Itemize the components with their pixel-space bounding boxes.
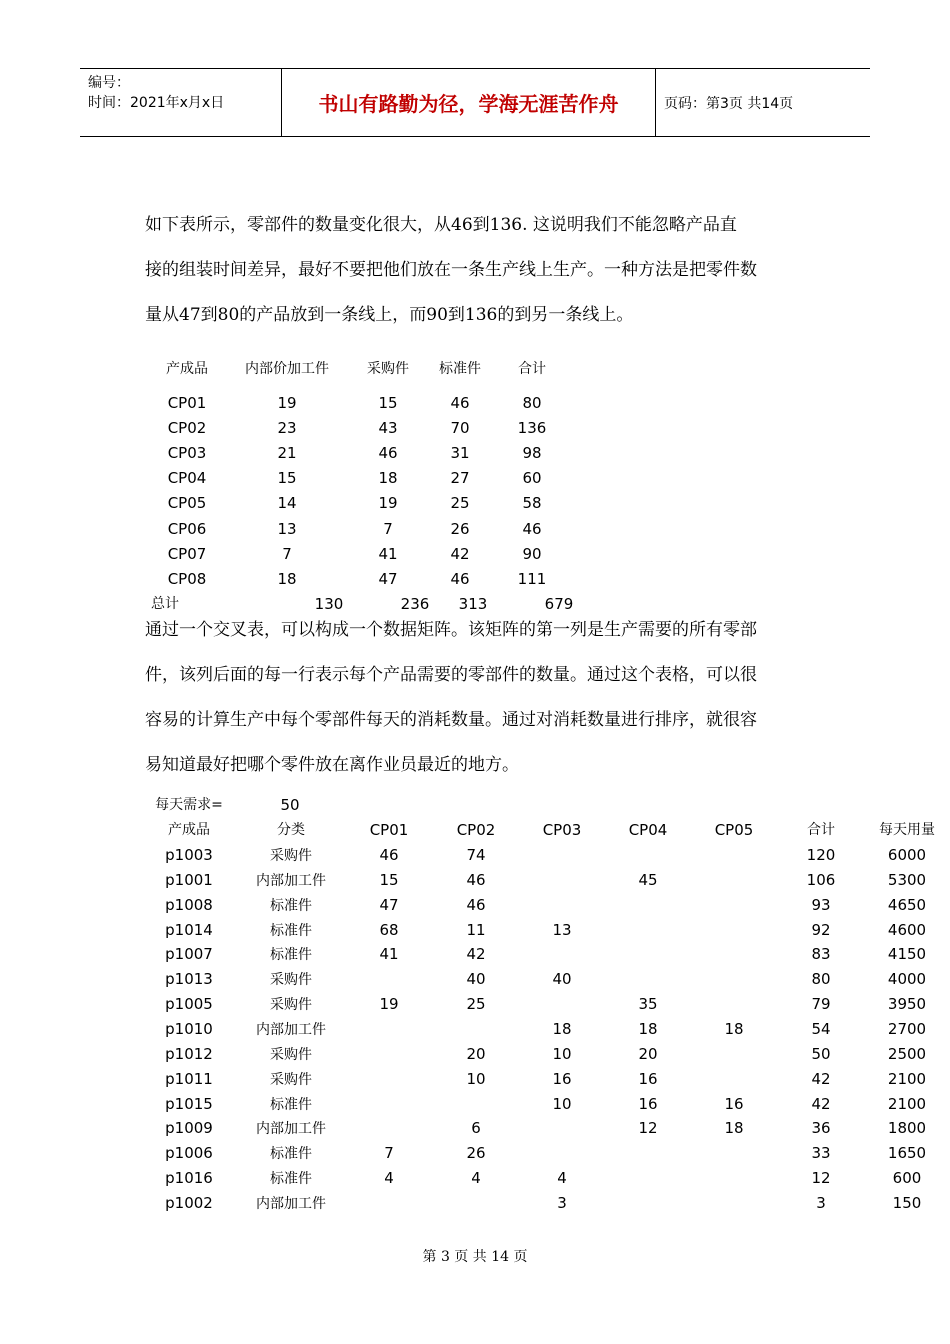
table1-cell: 15 [378,394,398,412]
table2-part-cell: p1012 [165,1044,213,1063]
table2-demand-value: 50 [280,796,300,814]
table2-part-cell: p1013 [165,970,213,989]
table2-cell: 46 [379,846,399,864]
table2-cell: 42 [811,1069,831,1088]
table1-cell: 13 [277,519,297,538]
table2-part-cell: p1009 [165,1119,213,1138]
table1-cell: 43 [378,419,398,438]
paragraph-1 [145,203,815,338]
table2-cell: 47 [379,895,399,914]
table2-cell: 4600 [887,920,927,939]
table2-cell: 2100 [887,1069,927,1088]
table2-part-cell: p1014 [165,920,213,939]
table2-category-cell: 采购件 [270,848,312,864]
header-motto: 书山有路勤为径，学海无涯苦作舟 [281,69,656,136]
table1-total-cell: 313 [458,595,488,613]
table1-cell: 26 [450,519,470,538]
table2-category-cell: 采购件 [270,1046,312,1063]
page-header [80,68,870,137]
table2-cell: 3 [557,1194,567,1213]
table1-cell: 47 [378,569,398,588]
table1-cell: 46 [378,444,398,463]
table1-total-cell: 679 [544,595,574,613]
table1-cell: 7 [282,544,292,563]
table1-cell: 90 [522,544,542,563]
table2-header: CP03 [542,821,582,839]
table1-cell: 46 [450,569,470,588]
table2-category-cell: 标准件 [270,1146,312,1163]
table1-cell: 14 [277,494,297,513]
table2-header: 分类 [277,822,305,838]
table2-header: 合计 [807,822,835,838]
table2-cell: 18 [552,1020,572,1039]
table1-cell: 42 [450,544,470,563]
table2-cell: 40 [552,970,572,989]
table2-cell: 74 [466,846,486,864]
table2-category-cell: 标准件 [270,897,312,914]
header-page-info: 页码：第3页 共14页 [664,95,794,112]
table2-cell: 46 [466,870,486,889]
table2-cell: 93 [811,895,831,914]
table2-part-cell: p1003 [165,846,213,864]
table2-cell: 18 [724,1020,744,1039]
table2-cell: 16 [724,1094,744,1113]
table2-header: 产成品 [168,822,210,838]
header-meta [80,69,280,140]
table2-cell: 1800 [887,1119,927,1138]
table2-cell: 4000 [887,970,927,989]
table1-cell: 18 [277,569,297,588]
table1-product-cell: CP08 [167,569,207,588]
table2-cell: 40 [466,970,486,989]
table1-cell: 111 [517,569,547,588]
table2-cell: 12 [811,1169,831,1188]
table1-total-label: 总计 [151,596,179,612]
paragraph-line: 容易的计算生产中每个零部件每天的消耗数量。通过对消耗数量进行排序，就很容 [145,710,757,730]
table2-cell: 92 [811,920,831,939]
table2-cell: 10 [466,1069,486,1088]
date-label: 时间：2021年x月x日 [88,95,225,111]
table2-cell: 106 [806,870,836,889]
table1-product-cell: CP07 [167,544,207,563]
table2-cell: 12 [638,1119,658,1138]
table2-cell: 41 [379,945,399,964]
table1-cell: 21 [277,444,297,463]
table1-product-cell: CP01 [167,394,207,412]
table2-header: CP02 [456,821,496,839]
table2-cell: 50 [811,1044,831,1063]
table1-cell: 98 [522,444,542,463]
table2-cell: 10 [552,1044,572,1063]
table2-part-cell: p1006 [165,1144,213,1163]
table2-header: CP01 [369,821,409,839]
table2-category-cell: 标准件 [270,1171,312,1188]
table2-cell: 80 [811,970,831,989]
table2-part-cell: p1015 [165,1094,213,1113]
table2-part-cell: p1005 [165,995,213,1014]
table2-cell: 4 [471,1169,481,1188]
table2-cell: 45 [638,870,658,889]
table2-cell: 6 [471,1119,481,1138]
table1-cell: 46 [450,394,470,412]
table1-product-cell: CP04 [167,469,207,488]
table1-total-cell: 130 [314,595,344,613]
table1-cell: 18 [378,469,398,488]
paragraph-line: 通过一个交叉表，可以构成一个数据矩阵。该矩阵的第一列是生产需要的所有零部 [145,620,757,640]
table1-cell: 70 [450,419,470,438]
table1-cell: 80 [522,394,542,412]
table2-cell: 120 [806,846,836,864]
table2-cell: 18 [724,1119,744,1138]
table1-cell: 19 [277,394,297,412]
table1-cell: 27 [450,469,470,488]
table1-header: 标准件 [439,361,481,377]
table2-cell: 16 [552,1069,572,1088]
table2-cell: 19 [379,995,399,1014]
table1-cell: 15 [277,469,297,488]
table2-cell: 3950 [887,995,927,1014]
table2-cell: 79 [811,995,831,1014]
table2-category-cell: 采购件 [270,997,312,1014]
table1-product-cell: CP06 [167,519,207,538]
table1-header: 合计 [518,361,546,377]
table2-cell: 15 [379,870,399,889]
table2-cell: 20 [638,1044,658,1063]
table2-cell: 42 [466,945,486,964]
table2-cell: 83 [811,945,831,964]
table1-cell: 23 [277,419,297,438]
table1-product-cell: CP03 [167,444,207,463]
table2-cell: 150 [892,1194,922,1213]
table2-part-cell: p1007 [165,945,213,964]
page-footer: 第 3 页 共 14 页 [422,1249,528,1265]
table1-cell: 25 [450,494,470,513]
paragraph-line: 接的组装时间差异，最好不要把他们放在一条生产线上生产。一种方法是把零件数 [145,260,757,280]
table1-cell: 19 [378,494,398,513]
table2-category-cell: 内部加工件 [256,1121,326,1138]
table2-cell: 26 [466,1144,486,1163]
table2-part-cell: p1016 [165,1169,213,1188]
table2-header: 每天用量 [879,822,935,838]
table2-cell: 2500 [887,1044,927,1063]
table2-cell: 35 [638,995,658,1014]
table2-cell: 36 [811,1119,831,1138]
table2-cell: 4150 [887,945,927,964]
table2-cell: 20 [466,1044,486,1063]
table2-category-cell: 内部加工件 [256,872,326,889]
table2-part-cell: p1008 [165,895,213,914]
table2-cell: 11 [466,920,486,939]
paragraph-line: 易知道最好把哪个零件放在离作业员最近的地方。 [145,755,519,775]
table2-cell: 600 [892,1169,922,1188]
table2-cell: 25 [466,995,486,1014]
paragraph-line: 如下表所示，零部件的数量变化很大，从46到136. 这说明我们不能忽略产品直 [145,215,737,235]
table2-cell: 7 [384,1144,394,1163]
table1-cell: 58 [522,494,542,513]
table2-cell: 2100 [887,1094,927,1113]
table2-category-cell: 标准件 [270,922,312,939]
table1-cell: 136 [517,419,547,438]
table2-category-cell: 内部加工件 [256,1196,326,1213]
number-label: 编号： [88,75,130,91]
table2-category-cell: 内部加工件 [256,1022,326,1039]
table1-cell: 46 [522,519,542,538]
table2-cell: 13 [552,920,572,939]
table2-cell: 68 [379,920,399,939]
table1-cell: 31 [450,444,470,463]
table2-category-cell: 标准件 [270,947,312,964]
table1-cell: 41 [378,544,398,563]
paragraph-line: 件，该列后面的每一行表示每个产品需要的零部件的数量。通过这个表格，可以很 [145,665,757,685]
table2-cell: 4 [557,1169,567,1188]
table2-part-cell: p1001 [165,870,213,889]
table2-demand-label: 每天需求= [155,797,223,813]
table2-category-cell: 采购件 [270,972,312,989]
table1-product-cell: CP02 [167,419,207,438]
table2-header: CP04 [628,821,668,839]
table1-cell: 60 [522,469,542,488]
table2-cell: 42 [811,1094,831,1113]
table2-category-cell: 标准件 [270,1096,312,1113]
table2-cell: 2700 [887,1020,927,1039]
table2-cell: 54 [811,1020,831,1039]
table1-header: 采购件 [367,361,409,377]
table2-cell: 4 [384,1169,394,1188]
table2-cell: 33 [811,1144,831,1163]
table2-cell: 18 [638,1020,658,1039]
table1-header: 内部价加工件 [245,361,329,377]
table2-cell: 1650 [887,1144,927,1163]
table2-cell: 10 [552,1094,572,1113]
table2-header: CP05 [714,821,754,839]
table1-cell: 7 [383,519,393,538]
table2-part-cell: p1002 [165,1194,213,1213]
table2-cell: 16 [638,1094,658,1113]
paragraph-line: 量从47到80的产品放到一条线上，而90到136的到另一条线上。 [145,305,634,325]
table1-header: 产成品 [166,361,208,377]
table1-product-cell: CP05 [167,494,207,513]
table2-cell: 4650 [887,895,927,914]
table2-part-cell: p1011 [165,1069,213,1088]
table2-cell: 6000 [887,846,927,864]
table1-total-cell: 236 [400,595,430,613]
table2-category-cell: 采购件 [270,1071,312,1088]
table2-cell: 3 [816,1194,826,1213]
table2-part-cell: p1010 [165,1020,213,1039]
table2-cell: 5300 [887,870,927,889]
table2-cell: 46 [466,895,486,914]
paragraph-2 [145,608,815,788]
table2-cell: 16 [638,1069,658,1088]
